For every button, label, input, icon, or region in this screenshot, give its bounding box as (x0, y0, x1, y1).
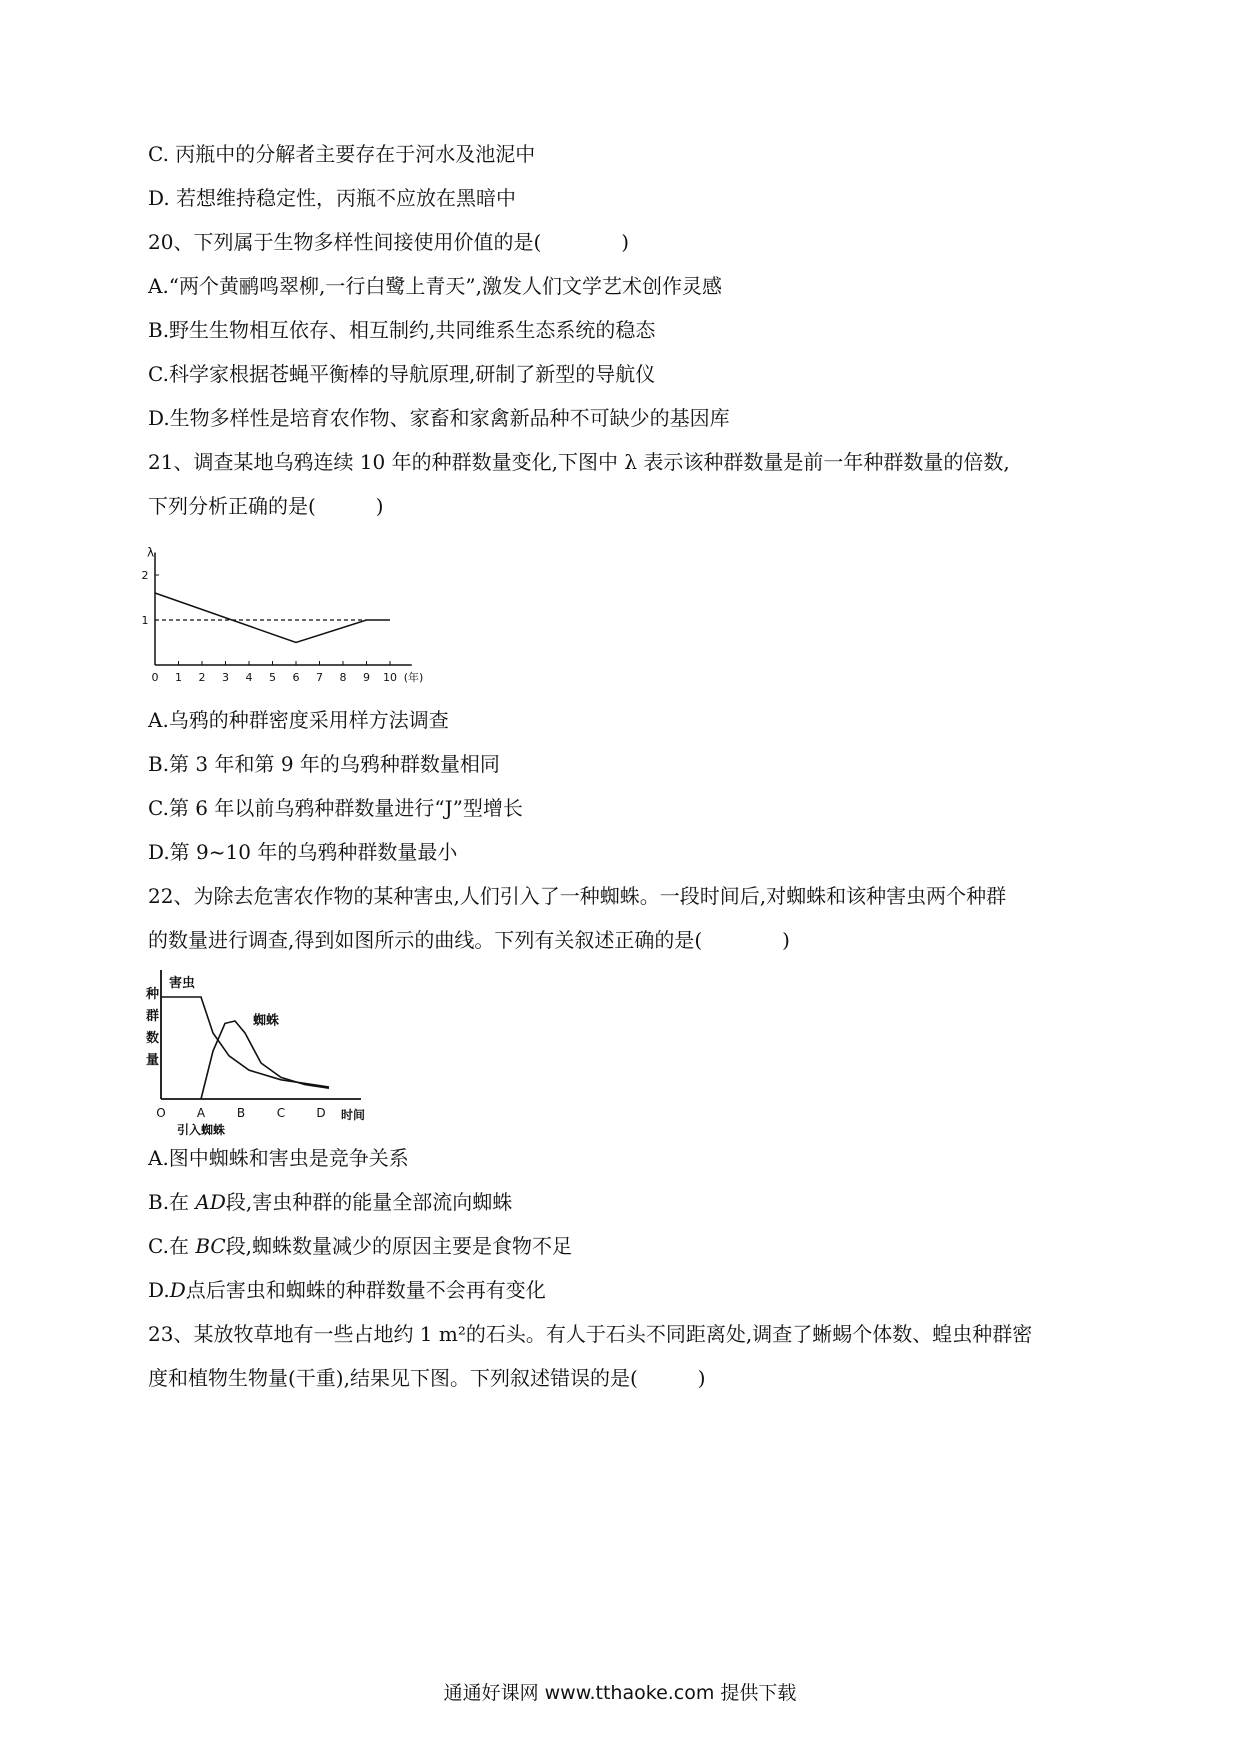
q21-option-a: A.乌鸦的种群密度采用样方法调查 (148, 708, 449, 732)
y-axis-label-char: 群 (146, 1009, 160, 1024)
x-tick-label: 10 (383, 671, 397, 684)
lambda-chart (141, 535, 495, 695)
y-axis-label: λ (147, 545, 155, 560)
q22-stem-line2: 的数量进行调查,得到如图所示的曲线。下列有关叙述正确的是( ) (148, 928, 790, 952)
x-tick-label: 1 (175, 671, 182, 684)
x-tick-label: 4 (245, 671, 253, 684)
x-axis-label: (年) (403, 671, 424, 684)
q20-option-d: D.生物多样性是培育农作物、家畜和家禽新品种不可缺少的基因库 (148, 406, 730, 430)
q22-option-c-segment: BC (195, 1234, 226, 1258)
q20-option-b: B.野生生物相互依存、相互制约,共同维系生态系统的稳态 (148, 318, 656, 342)
x-tick-label: 5 (269, 671, 276, 684)
q22-option-d (148, 1276, 546, 1304)
q22-stem-line1: 22、为除去危害农作物的某种害虫,人们引入了一种蜘蛛。一段时间后,对蜘蛛和该种害虫两个种群 (148, 884, 1007, 908)
q23-stem-line1: 23、某放牧草地有一些占地约 1 m²的石头。有人于石头不同距离处,调查了蜥蜴个体数、蝗虫种群密 (148, 1322, 1033, 1346)
x-tick-label: B (236, 1106, 246, 1120)
q20-option-c: C.科学家根据苍蝇平衡棒的导航原理,研制了新型的导航仪 (148, 362, 656, 386)
x-tick-label: 6 (292, 671, 300, 684)
x-tick-label: 3 (222, 671, 229, 684)
y-tick-label: 1 (141, 614, 149, 627)
q22-option-b-text: 段,害虫种群的能量全部流向蜘蛛 (225, 1190, 513, 1214)
q22-option-c-text: 段,蜘蛛数量减少的原因主要是食物不足 (225, 1234, 573, 1258)
spider-series-label: 蜘蛛 (253, 1013, 280, 1029)
y-axis-label-char: 数 (146, 1031, 160, 1046)
q23-stem-line2: 度和植物生物量(干重),结果见下图。下列叙述错误的是( ) (148, 1366, 706, 1390)
pest-series-line (161, 997, 329, 1087)
x-tick-label: A (196, 1106, 206, 1120)
x-tick-label: O (156, 1106, 166, 1120)
q22-option-d-prefix: D. (148, 1278, 170, 1302)
q19-option-c: C. 丙瓶中的分解者主要存在于河水及池泥中 (148, 142, 536, 166)
q20-option-a: A.“两个黄鹂鸣翠柳,一行白鹭上青天”,激发人们文学艺术创作灵感 (148, 274, 722, 298)
q22-option-d-point: D (169, 1278, 186, 1302)
q21-stem-line2: 下列分析正确的是( ) (148, 494, 384, 518)
spider-series-line (201, 1021, 329, 1099)
lambda-series-line (155, 593, 390, 643)
x-tick-label: 8 (339, 671, 347, 684)
q22-option-b (148, 1188, 512, 1216)
x-tick-label: 7 (316, 671, 323, 684)
x-tick-label: D (316, 1106, 326, 1120)
y-axis-label-char: 种 (146, 987, 160, 1002)
q22-option-b-prefix: B.在 (148, 1190, 196, 1214)
introduction-annotation: 引入蜘蛛 (176, 1123, 226, 1137)
x-tick-label: 0 (151, 671, 159, 684)
x-tick-label: 2 (198, 671, 206, 684)
x-tick-label: C (276, 1106, 286, 1120)
y-axis-label-char: 量 (146, 1053, 160, 1068)
pest-spider-chart (145, 962, 435, 1137)
q22-option-a: A.图中蜘蛛和害虫是竞争关系 (148, 1146, 409, 1170)
pest-series-label: 害虫 (169, 976, 196, 991)
y-tick-label: 2 (141, 569, 149, 582)
q21-stem-line1: 21、调查某地乌鸦连续 10 年的种群数量变化,下图中 λ 表示该种群数量是前一年种群数量的倍数, (148, 450, 1010, 474)
q21-option-d: D.第 9~10 年的乌鸦种群数量最小 (148, 840, 458, 864)
q20-stem: 20、下列属于生物多样性间接使用价值的是( ) (148, 230, 630, 254)
q21-option-b: B.第 3 年和第 9 年的乌鸦种群数量相同 (148, 752, 500, 776)
page-footer: 通通好课网 www.tthaoke.com 提供下载 (443, 1682, 797, 1704)
x-tick-label: 9 (363, 671, 370, 684)
q21-option-c: C.第 6 年以前乌鸦种群数量进行“J”型增长 (148, 796, 523, 820)
q22-option-c (148, 1232, 572, 1260)
q22-option-d-text: 点后害虫和蜘蛛的种群数量不会再有变化 (185, 1278, 546, 1302)
q19-option-d: D. 若想维持稳定性，丙瓶不应放在黑暗中 (148, 186, 517, 210)
q22-option-c-prefix: C.在 (148, 1234, 196, 1258)
q22-option-b-segment: AD (195, 1190, 226, 1214)
x-axis-label: 时间 (341, 1108, 366, 1122)
